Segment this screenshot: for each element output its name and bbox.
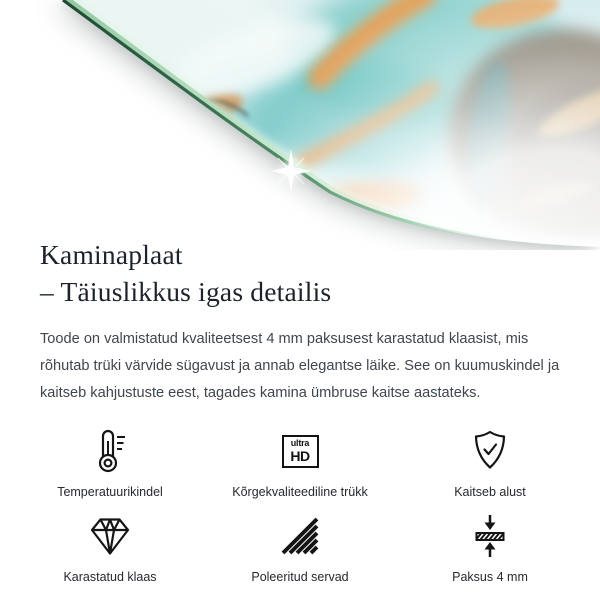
feature-label: Kaitseb alust	[454, 485, 526, 499]
feature-label: Paksus 4 mm	[452, 570, 528, 584]
shield-check-icon	[466, 427, 514, 475]
feature-label: Temperatuurikindel	[57, 485, 163, 499]
feature-tempered-glass	[15, 512, 205, 585]
thickness-icon	[466, 512, 514, 560]
glass-plate-illustration	[0, 0, 600, 250]
polished-edges-icon	[276, 512, 324, 560]
product-info-section	[0, 236, 600, 407]
feature-polished-edges	[205, 512, 395, 585]
ultra-hd-icon-text-top: ultra	[290, 438, 310, 448]
feature-label: Poleeritud servad	[251, 570, 349, 584]
feature-high-quality-print	[205, 427, 395, 500]
feature-grid	[15, 427, 585, 585]
page-title-line2: – Täiuslikkus igas detailis	[40, 276, 332, 307]
feature-protects-base	[395, 427, 585, 500]
thermometer-icon	[86, 427, 134, 475]
feature-temperature-resistant	[15, 427, 205, 500]
page-title-line1: Kaminaplaat	[40, 239, 183, 270]
ultra-hd-icon-text-bottom: HD	[290, 448, 310, 464]
ultra-hd-icon	[276, 427, 324, 475]
feature-label: Kõrgekvaliteediline trükk	[232, 485, 368, 499]
diamond-icon	[86, 512, 134, 560]
product-description: Toode on valmistatud kvaliteetsest 4 mm paksusest karastatud klaasist, mis rõhutab trüki värvide sügavust ja annab elegantse läike. See on kuumuskindel ja kaitseb kahjustuste eest, tagades kamina ümbruse kaitse aastateks.	[40, 331, 560, 401]
feature-thickness	[395, 512, 585, 585]
product-photo	[0, 0, 600, 250]
feature-label: Karastatud klaas	[63, 570, 157, 584]
page-title	[40, 236, 560, 310]
